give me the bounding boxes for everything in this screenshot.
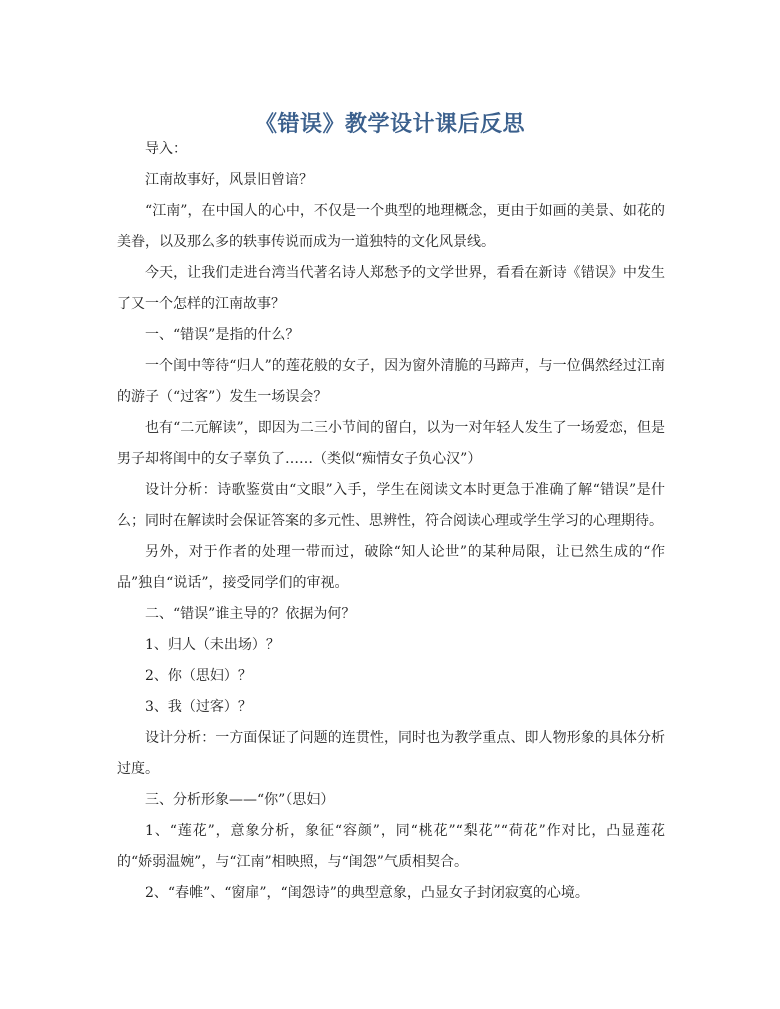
list-item: 2、你（思妇）？ — [145, 668, 252, 684]
design-analysis-paragraph: 设计分析：一方面保证了问题的连贯性，同时也为教学重点、即人物形象的具体分析过度。 — [117, 730, 665, 777]
list-item: 1、“莲花”，意象分析，象征“容颜”，同“桃花”“梨花”“荷花”作对比，凸显莲花的“娇弱温婉”，与“江南”相映照，与“闺怨”气质相契合。 — [117, 823, 665, 870]
design-analysis-paragraph: 设计分析：诗歌鉴赏由“文眼”入手，学生在阅读文本时更急于准确了解“错误”是什么；同时在解读时会保证答案的多元性、思辨性，符合阅读心理或学生学习的心理期待。 — [117, 482, 665, 529]
section-heading: 一、“错误”是指的什么？ — [145, 327, 300, 343]
list-item: 2、“春帷”、“窗扉”，“闺怨诗”的典型意象，凸显女子封闭寂寞的心境。 — [145, 885, 589, 901]
page-title: 《错误》教学设计课后反思 — [254, 110, 525, 137]
paragraph-intro-label: 导入： — [145, 141, 187, 157]
paragraph: 另外，对于作者的处理一带而过，破除“知人论世”的某种局限，让已然生成的“作品”独自“说话”，接受同学们的审视。 — [117, 544, 665, 591]
paragraph: 也有“二元解读”，即因为二三小节间的留白，以为一对年轻人发生了一场爱恋，但是男子却将闺中的女子辜负了……（类似“痴情女子负心汉”） — [117, 420, 665, 467]
list-item: 1、归人（未出场）？ — [145, 637, 280, 653]
paragraph: 今天，让我们走进台湾当代著名诗人郑愁予的文学世界，看看在新诗《错误》中发生了又一个怎样的江南故事？ — [117, 265, 665, 312]
paragraph: 一个闺中等待“归人”的莲花般的女子，因为窗外清脆的马蹄声，与一位偶然经过江南的游子（“过客”）发生一场误会？ — [117, 358, 665, 405]
paragraph: 江南故事好，风景旧曾谙？ — [145, 172, 313, 188]
document-body — [117, 134, 665, 909]
list-item: 3、我（过客）？ — [145, 699, 252, 715]
paragraph: “江南”，在中国人的心中，不仅是一个典型的地理概念，更由于如画的美景、如花的美眷，以及那么多的轶事传说而成为一道独特的文化风景线。 — [117, 203, 665, 250]
section-heading: 三、分析形象——“你”（思妇） — [145, 792, 335, 808]
section-heading: 二、“错误”谁主导的？依据为何？ — [145, 606, 356, 622]
